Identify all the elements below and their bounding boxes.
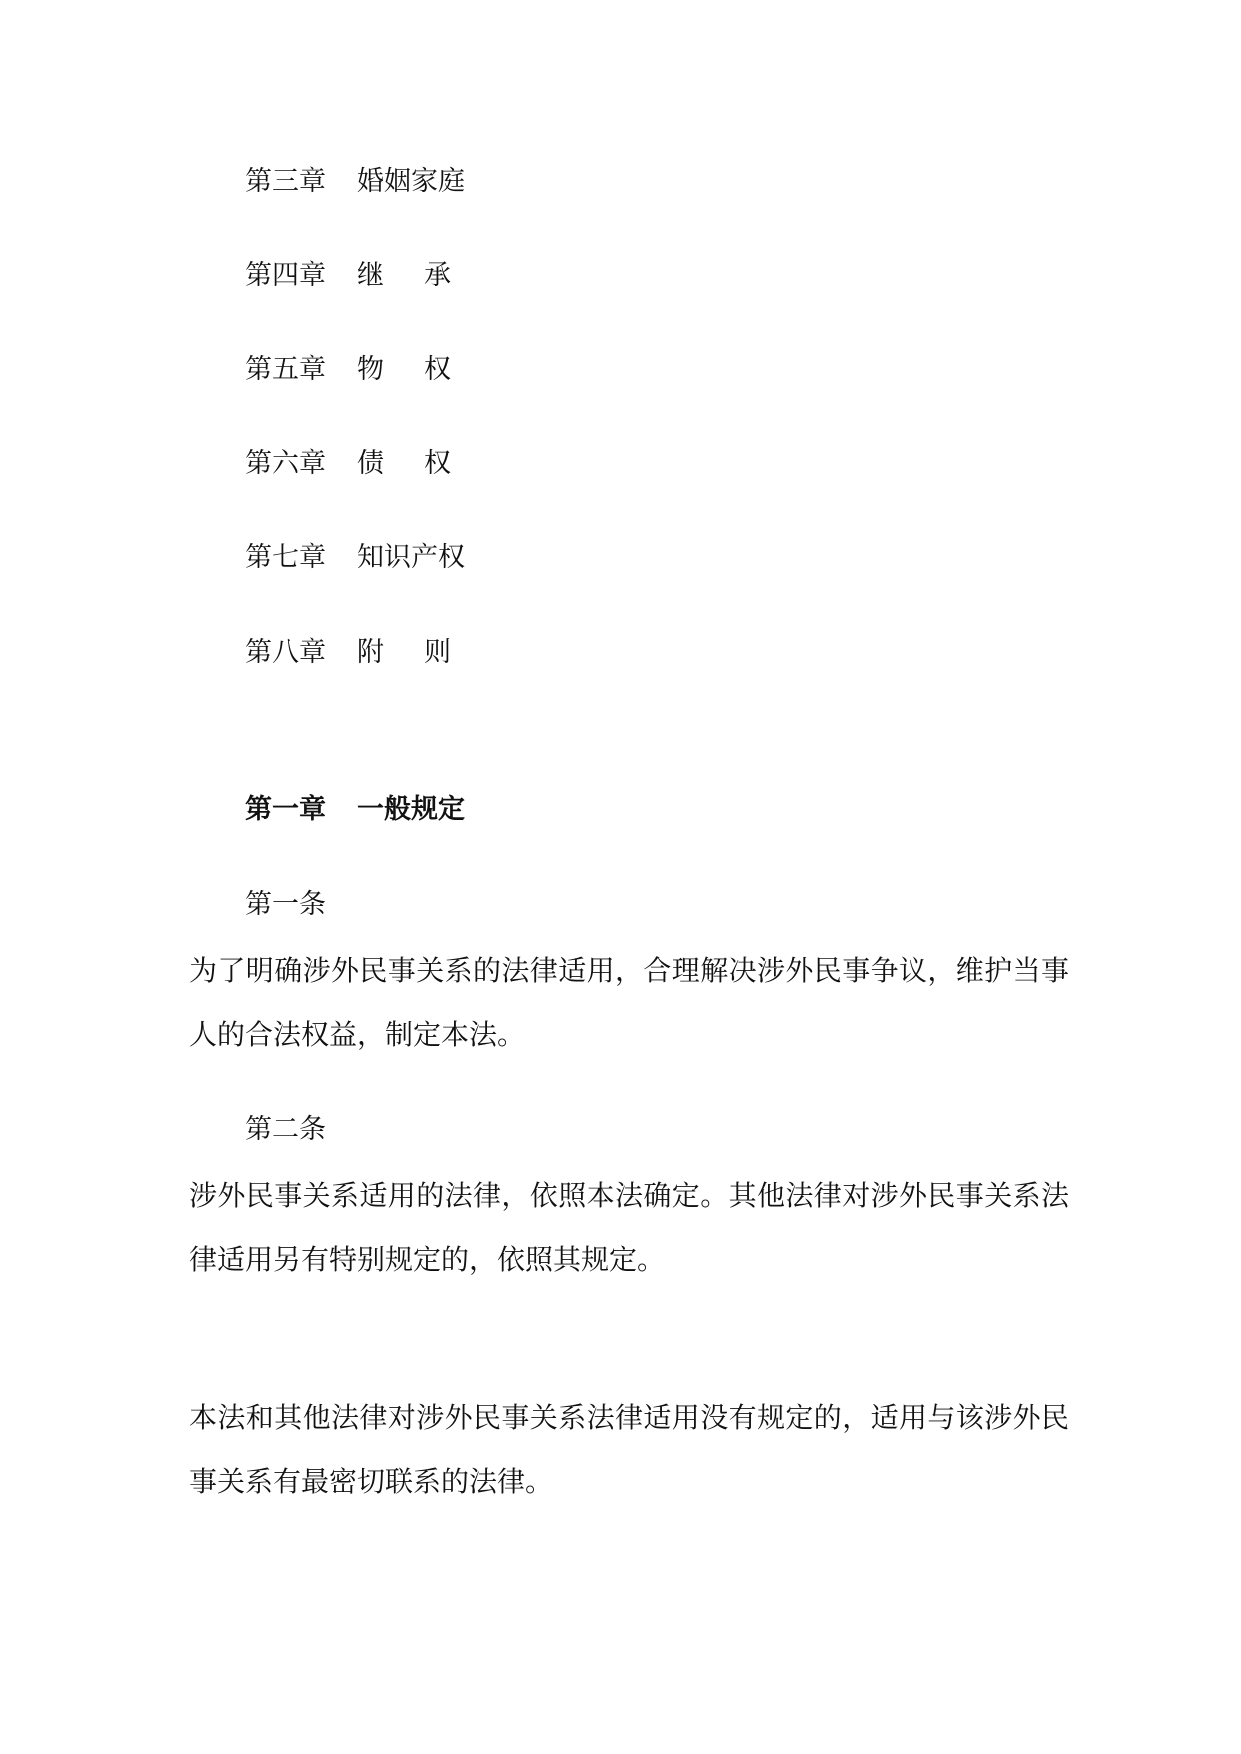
chapter-title: 一般规定	[357, 794, 465, 825]
article-text: 为了明确涉外民事关系的法律适用，合理解决涉外民事争议，维护当事人的合法权益，制定本法。	[189, 954, 1069, 1051]
toc-chapter-number: 第六章	[245, 448, 326, 479]
toc-entry-chapter-6	[245, 444, 491, 484]
article-title: 第一条	[245, 889, 326, 920]
toc-chapter-number: 第七章	[245, 542, 326, 573]
toc-chapter-number: 第五章	[245, 354, 326, 385]
toc-entry-chapter-3	[245, 162, 465, 202]
toc-chapter-number: 第八章	[245, 637, 326, 668]
toc-chapter-title: 物权	[357, 354, 491, 385]
body-paragraph: 本法和其他法律对涉外民事关系法律适用没有规定的，适用与该涉外民事关系有最密切联系的法律。	[189, 1401, 1069, 1498]
article-title: 第二条	[245, 1114, 326, 1145]
toc-chapter-title: 继承	[357, 260, 491, 291]
toc-entry-chapter-8	[245, 633, 491, 673]
toc-entry-chapter-5	[245, 350, 491, 390]
toc-chapter-title: 婚姻家庭	[357, 166, 465, 197]
toc-entry-chapter-7	[245, 538, 465, 578]
article-text: 涉外民事关系适用的法律，依照本法确定。其他法律对涉外民事关系法律适用另有特别规定的，依照其规定。	[189, 1179, 1069, 1276]
toc-chapter-title: 债权	[357, 448, 491, 479]
chapter-number: 第一章	[245, 794, 326, 825]
toc-chapter-number: 第三章	[245, 166, 326, 197]
toc-chapter-title: 附则	[357, 637, 491, 668]
toc-chapter-title: 知识产权	[357, 542, 465, 573]
toc-entry-chapter-4	[245, 256, 491, 296]
chapter-heading	[245, 790, 465, 830]
toc-chapter-number: 第四章	[245, 260, 326, 291]
